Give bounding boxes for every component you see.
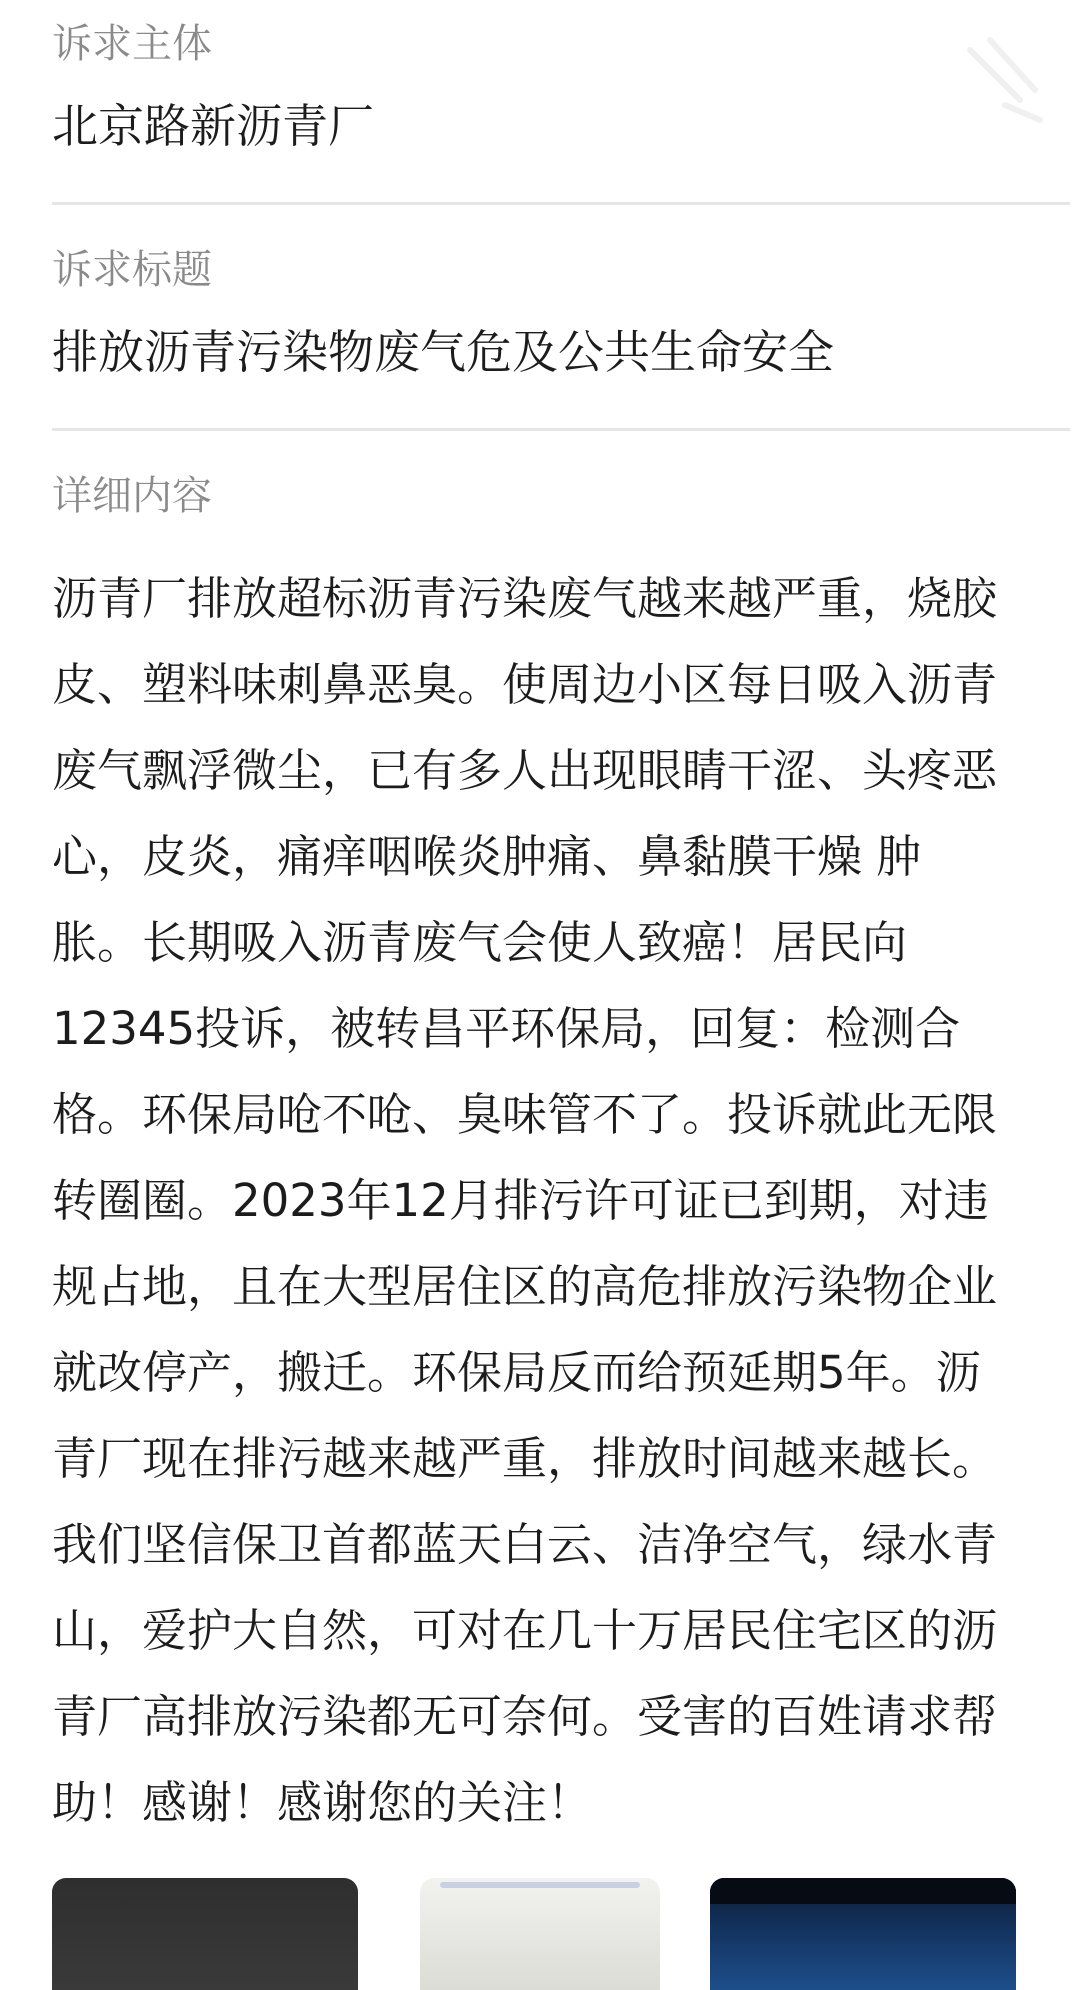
detail-line: 山，爱护大自然，可对在几十万居民住宅区的沥	[52, 1604, 998, 1657]
detail-line: 转圈圈。2023年12月排污许可证已到期，对违	[52, 1174, 989, 1227]
detail-line: 就改停产，搬迁。环保局反而给预延期5年。沥	[52, 1346, 981, 1399]
subject-section	[0, 0, 1084, 200]
divider	[52, 428, 1070, 431]
attachment-thumbnail[interactable]	[52, 1878, 358, 1990]
detail-line: 废气飘浮微尘，已有多人出现眼睛干涩、头疼恶	[52, 744, 998, 797]
title-section	[0, 206, 1084, 426]
thumbnail-top-bar	[710, 1878, 1016, 1904]
subject-label: 诉求主体	[52, 21, 212, 67]
title-label: 诉求标题	[52, 247, 212, 293]
detail-line: 皮、塑料味刺鼻恶臭。使周边小区每日吸入沥青	[52, 658, 998, 711]
detail-content	[52, 556, 1032, 1846]
attachment-thumbnail[interactable]	[420, 1878, 660, 1990]
detail-line: 青厂现在排污越来越严重，排放时间越来越长。	[52, 1432, 998, 1485]
detail-line: 青厂高排放污染都无可奈何。受害的百姓请求帮	[52, 1690, 998, 1743]
detail-line: 沥青厂排放超标沥青污染废气越来越严重，烧胶	[52, 572, 998, 625]
detail-line: 格。环保局呛不呛、臭味管不了。投诉就此无限	[52, 1088, 998, 1141]
detail-line: 胀。长期吸入沥青废气会使人致癌！居民向	[52, 916, 908, 969]
attachment-thumbnails	[0, 1878, 1084, 1990]
thumbnail-text-mark	[440, 1882, 640, 1888]
detail-line: 心，皮炎，痛痒咽喉炎肿痛、鼻黏膜干燥 肿	[52, 830, 922, 883]
divider	[52, 202, 1070, 205]
detail-line: 规占地，且在大型居住区的高危排放污染物企业	[52, 1260, 998, 1313]
detail-line: 12345投诉，被转昌平环保局，回复：检测合	[52, 1002, 961, 1055]
title-value: 排放沥青污染物废气危及公共生命安全	[52, 325, 834, 379]
detail-line: 我们坚信保卫首都蓝天白云、洁净空气，绿水青	[52, 1518, 998, 1571]
detail-line: 助！感谢！感谢您的关注！	[52, 1776, 593, 1829]
detail-label: 详细内容	[52, 473, 212, 519]
attachment-thumbnail[interactable]	[710, 1878, 1016, 1990]
subject-value: 北京路新沥青厂	[52, 99, 374, 153]
